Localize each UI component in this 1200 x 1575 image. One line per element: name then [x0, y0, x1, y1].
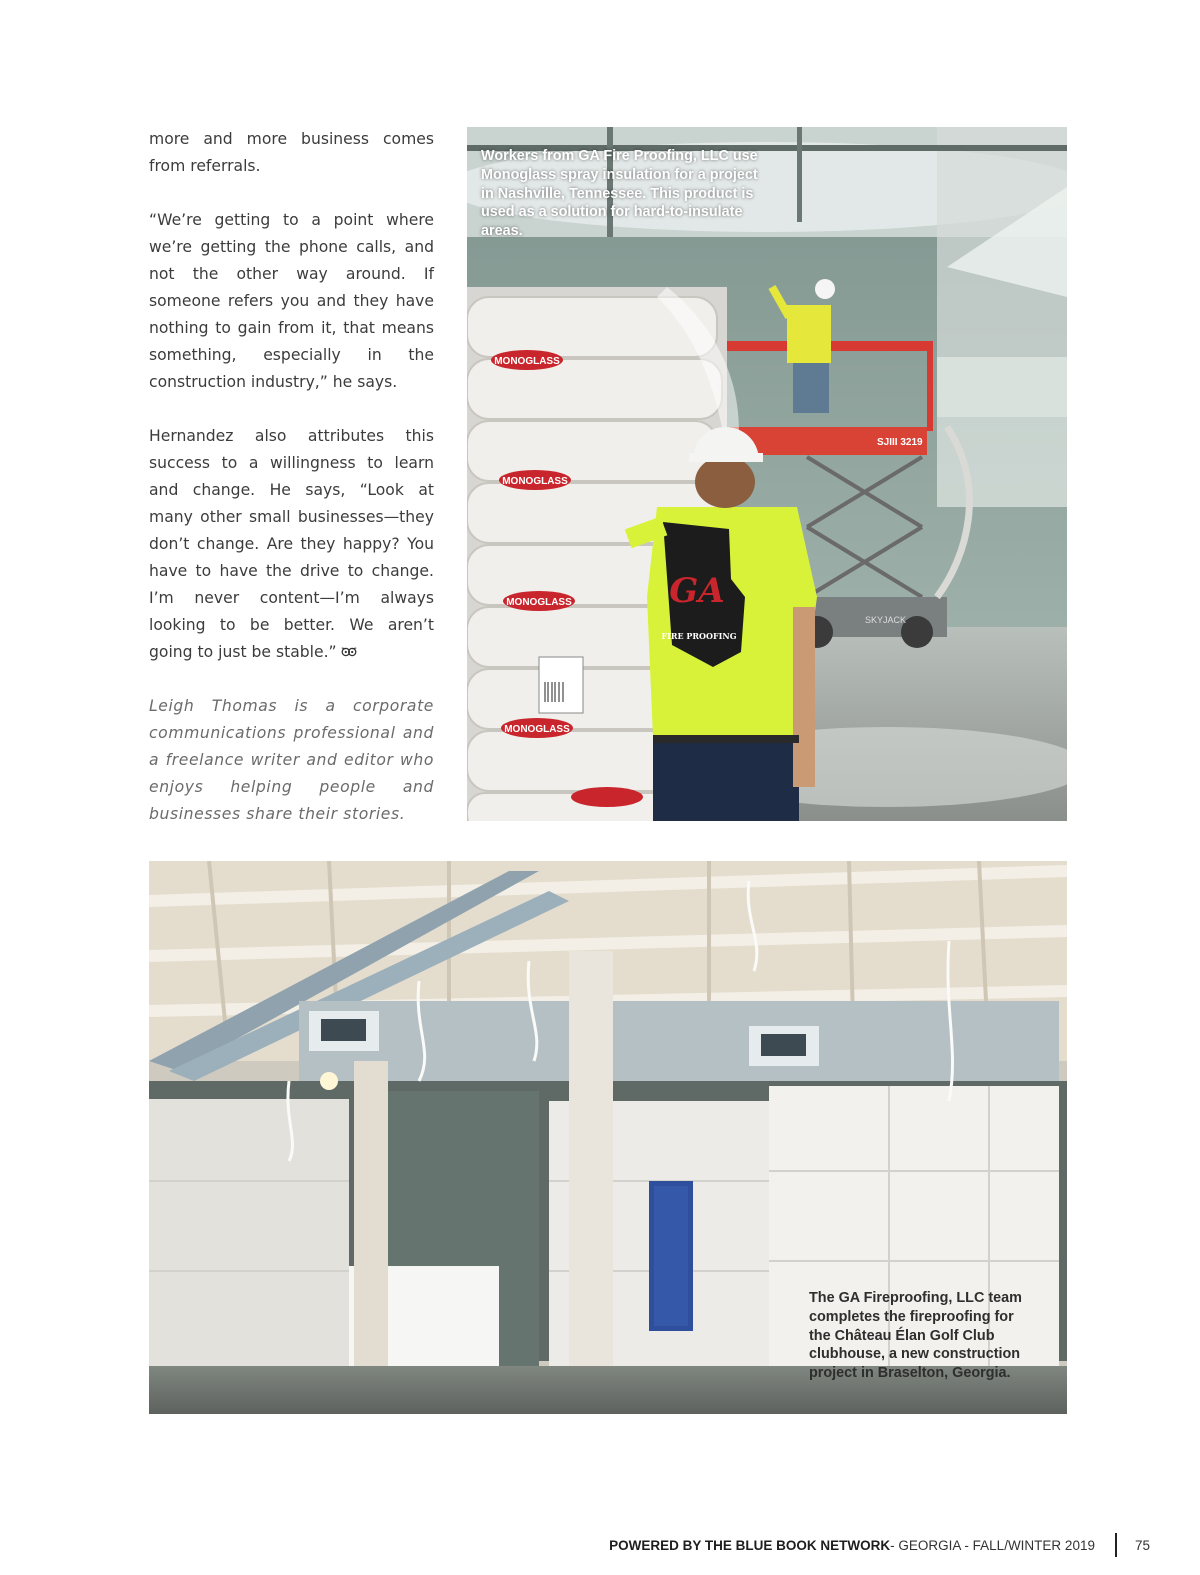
bag-label-text: MONOGLASS	[506, 597, 572, 608]
photo-interior-illustration	[149, 861, 1067, 1414]
article-column	[149, 126, 434, 855]
owl-end-mark-icon	[341, 646, 357, 658]
article-paragraph: more and more business comes from referrals.	[149, 130, 434, 175]
photo-monoglass-illustration	[467, 127, 1067, 821]
author-bio: Leigh Thomas is a corporate communications professional and a freelance writer and editor who enjoys helping people and businesses share their stories.	[149, 697, 434, 823]
bag-label-text: MONOGLASS	[504, 724, 570, 735]
photo-chateau-elan-interior	[149, 861, 1067, 1414]
footer-issue: - GEORGIA - FALL/WINTER 2019	[890, 1537, 1095, 1553]
photo-monoglass-workers	[467, 127, 1067, 821]
footer-divider	[1115, 1533, 1117, 1557]
footer-brand: POWERED BY THE BLUE BOOK NETWORK	[609, 1537, 891, 1553]
bag-label-text: MONOGLASS	[494, 356, 560, 367]
bag-label-text: MONOGLASS	[502, 476, 568, 487]
article-paragraph-text: Hernandez also attributes this success to a willingness to learn and change. He says, “Look at many other small businesses—they don’t change. Are they happy? You have to have the drive to change. I’m never content—I’m always looking to be better. We aren’t going to just be stable.”	[149, 427, 434, 661]
page-number: 75	[1134, 1537, 1150, 1553]
photo1-caption: Workers from GA Fire Proofing, LLC use Monoglass spray insulation for a project in Nashville, Tennessee. This product is used as a solution for hard-to-insulate areas.	[481, 148, 758, 240]
article-paragraph: “We’re getting to a point where we’re getting the phone calls, and not the other way around. If someone refers you and they have nothing to gain from it, that means something, especially in the construction industry,” he says.	[149, 211, 434, 391]
shirt-text: FIRE PROOFING	[661, 631, 737, 641]
shirt-logo-text: GA	[669, 571, 725, 611]
lift-brand-text: SKYJACK	[865, 615, 907, 625]
photo2-caption: The GA Fireproofing, LLC team completes the fireproofing for the Château Élan Golf Club clubhouse, a new construction project in Braselton, Georgia.	[809, 1290, 1022, 1382]
article-paragraph	[149, 423, 434, 666]
lift-label-text: SJIII 3219	[877, 437, 923, 448]
page-footer	[609, 1533, 1150, 1557]
